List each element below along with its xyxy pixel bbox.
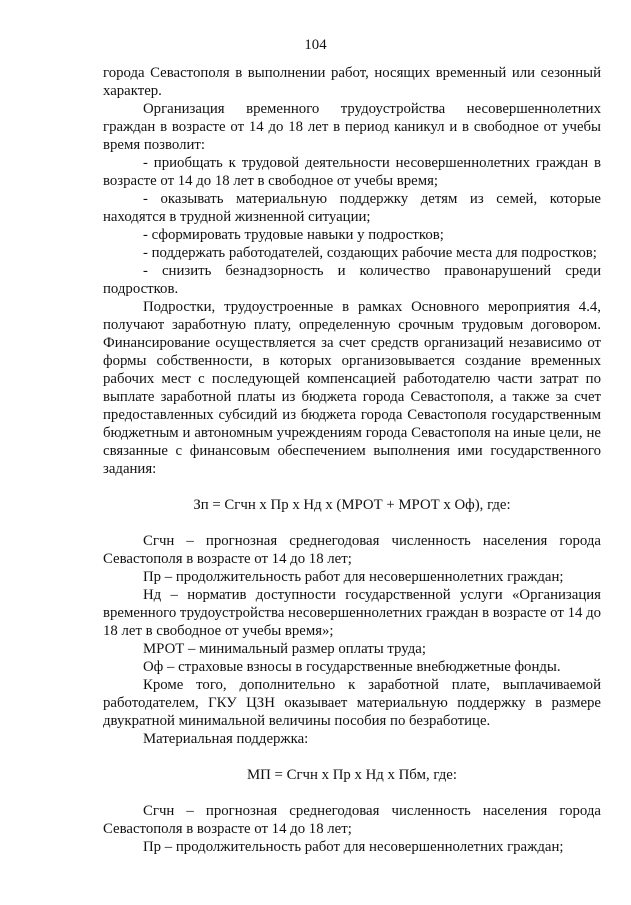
- bullet-item: - поддержать работодателей, создающих рабочие места для подростков;: [143, 245, 597, 261]
- definition-item: Нд – норматив доступности государственной услуги «Организация временного трудоустройства несовершеннолетних граждан в возрасте от 14 до 18 лет в свободное от учебы время»;: [103, 587, 601, 639]
- bullet-item: - сформировать трудовые навыки у подростков;: [143, 227, 444, 243]
- formula-support: МП = Сгчн x Пр x Нд x Пбм, где:: [247, 767, 457, 783]
- bullet-item: - оказывать материальную поддержку детям из семей, которые находятся в трудной жизненной ситуации;: [103, 191, 601, 225]
- page-body: [103, 64, 601, 856]
- paragraph: Организация временного трудоустройства несовершеннолетних граждан в возрасте от 14 до 18 лет в период каникул и в свободное от учебы время позволит:: [103, 101, 601, 153]
- bullet-item: - приобщать к трудовой деятельности несовершеннолетних граждан в возрасте от 14 до 18 лет в свободное от учебы время;: [103, 155, 601, 189]
- definition-item: МРОТ – минимальный размер оплаты труда;: [143, 641, 426, 657]
- definition-item: Сгчн – прогнозная среднегодовая численность населения города Севастополя в возрасте от 14 до 18 лет;: [103, 803, 601, 837]
- formula-salary: Зп = Сгчн x Пр x Нд x (МРОТ + МРОТ x Оф), где:: [193, 497, 511, 513]
- page-number: 104: [304, 37, 327, 53]
- paragraph: города Севастополя в выполнении работ, носящих временный или сезонный характер.: [103, 65, 601, 99]
- paragraph: Подростки, трудоустроенные в рамках Основного мероприятия 4.4, получают заработную плату, определенную срочным трудовым договором. Финансирование осуществляется за счет средств организаций независимо от формы собственности, в которых организовывается создание временных рабочих мест с последующей компенсацией работодателю части затрат по выплате заработной платы из бюджета города Севастополя, а также за счет предоставленных субсидий из бюджета города Севастополя государственным бюджетным и автономным учреждениям города Севастополя на иные цели, не связанные с финансовым обеспечением выполнения ими государственного задания:: [103, 299, 601, 477]
- bullet-item: - снизить безнадзорность и количество правонарушений среди подростков.: [103, 263, 601, 297]
- paragraph: Материальная поддержка:: [143, 731, 309, 747]
- definition-item: Пр – продолжительность работ для несовершеннолетних граждан;: [143, 839, 564, 855]
- definition-item: Сгчн – прогнозная среднегодовая численность населения города Севастополя в возрасте от 14 до 18 лет;: [103, 533, 601, 567]
- definition-item: Оф – страховые взносы в государственные внебюджетные фонды.: [143, 659, 561, 675]
- definition-item: Пр – продолжительность работ для несовершеннолетних граждан;: [143, 569, 564, 585]
- paragraph: Кроме того, дополнительно к заработной плате, выплачиваемой работодателем, ГКУ ЦЗН оказывает материальную поддержку в размере двукратной минимальной величины пособия по безработице.: [103, 677, 601, 729]
